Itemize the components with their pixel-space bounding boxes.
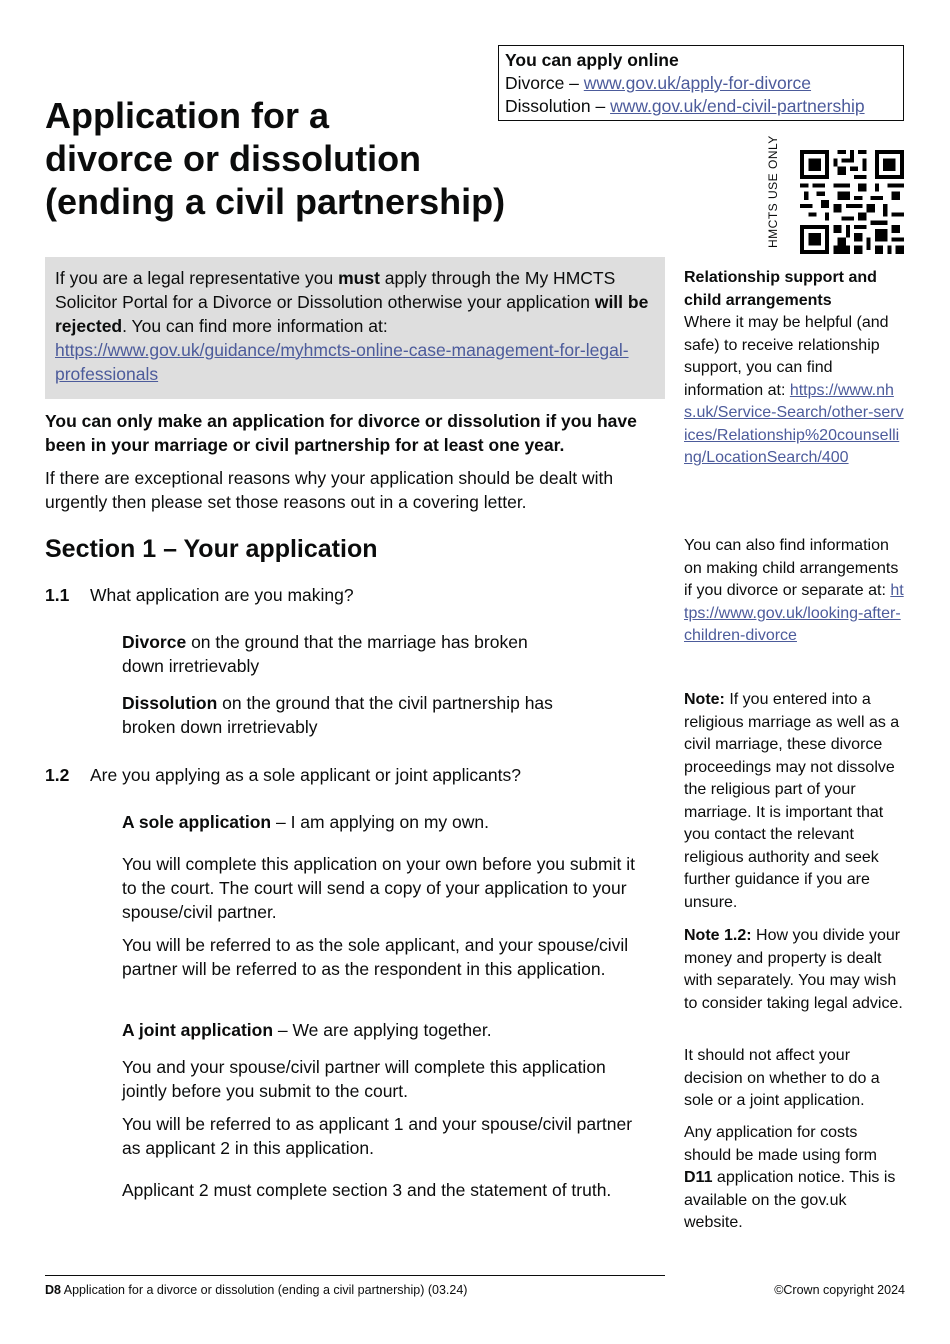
sole-application-reference: You will be referred to as the sole applicant, and your spouse/civil partner will be referred to as the respondent in this application. <box>122 935 629 979</box>
sidebar-costs-note: Any application for costs should be made using form D11 application notice. This is available on the gov.uk website. <box>684 1124 896 1231</box>
sole-application-description: You will complete this application on your own before you submit it to the court. The court will send a copy of your application to your spouse/civil partner. <box>122 854 635 922</box>
joint-application-applicant-2: Applicant 2 must complete section 3 and the statement of truth. <box>122 1180 612 1200</box>
option-dissolution[interactable]: Dissolution on the ground that the civil partnership has broken down irretrievably <box>122 693 553 737</box>
urgent-reasons-text: If there are exceptional reasons why your application should be dealt with urgently then please set those reasons out in a covering letter. <box>45 468 614 512</box>
myhmcts-guidance-link[interactable]: https://www.gov.uk/guidance/myhmcts-online-case-management-for-legal-professionals <box>55 340 629 384</box>
looking-after-children-link[interactable]: https://www.gov.uk/looking-after-children-divorce <box>684 582 904 644</box>
sidebar-relationship-heading: Relationship support and child arrangements <box>684 269 877 309</box>
title-line-3: (ending a civil partnership) <box>45 181 506 222</box>
nhs-relationship-counselling-link[interactable]: https://www.nhs.uk/Service-Search/other-services/Relationship%20counselling/LocationSearch/400 <box>684 381 904 466</box>
sidebar-child-arrangements: You can also find information on making child arrangements if you divorce or separate at: https://www.gov.uk/looking-after-children-divorce <box>684 537 904 644</box>
option-divorce[interactable]: Divorce on the ground that the marriage has broken down irretrievably <box>122 632 528 676</box>
section-1-heading: Section 1 – Your application <box>45 535 378 563</box>
option-joint-application[interactable]: A joint application – We are applying together. <box>122 1020 492 1040</box>
title-line-1: Application for a <box>45 95 330 136</box>
divorce-online-line: Divorce – www.gov.uk/apply-for-divorce <box>505 73 812 93</box>
option-sole-application[interactable]: A sole application – I am applying on my own. <box>122 812 489 832</box>
apply-online-heading: You can apply online <box>505 50 679 70</box>
end-civil-partnership-link[interactable]: www.gov.uk/end-civil-partnership <box>610 96 865 116</box>
footer-divider <box>45 1275 665 1276</box>
question-1-1-number: 1.1 <box>45 585 70 605</box>
sidebar-note-1-2: Note 1.2: How you divide your money and property is dealt with separately. You may wish to consider taking legal advice. <box>684 927 903 1012</box>
apply-for-divorce-link[interactable]: www.gov.uk/apply-for-divorce <box>583 73 812 93</box>
legal-representative-notice: If you are a legal representative you must apply through the My HMCTS Solicitor Portal for a Divorce or Dissolution otherwise your application will be rejected. You can find more information at: https://www.gov.uk/guidance/myhmcts-online-case-management-for-legal-professionals <box>45 257 665 399</box>
sidebar-decision-note: It should not affect your decision on whether to do a sole or a joint application. <box>684 1047 880 1109</box>
joint-application-reference: You will be referred to as applicant 1 and your spouse/civil partner as applicant 2 in this application. <box>122 1114 633 1158</box>
dissolution-online-line: Dissolution – www.gov.uk/end-civil-partnership <box>505 96 865 116</box>
sidebar-relationship-text: Where it may be helpful (and safe) to receive relationship support, you can find information at: https://www.nhs.uk/Service-Search/other-services/Relationship%20counselling/LocationSearch/400 <box>684 314 904 466</box>
joint-application-description: You and your spouse/civil partner will complete this application jointly before you submit to the court. <box>122 1057 606 1101</box>
hmcts-use-only-label: HMCTS USE ONLY <box>766 135 780 248</box>
qr-code <box>800 150 904 254</box>
title-line-2: divorce or dissolution <box>45 138 422 179</box>
footer-form-title: D8 Application for a divorce or dissolution (ending a civil partnership) (03.24) <box>45 1283 468 1297</box>
question-1-2-number: 1.2 <box>45 765 70 785</box>
sidebar-religious-note: Note: If you entered into a religious marriage as well as a civil marriage, these divorce proceedings may not dissolve the religious part of your marriage. It is important that you contact the relevant religious authority and seek further guidance if you are unsure. <box>684 691 900 911</box>
question-1-2-text: Are you applying as a sole applicant or joint applicants? <box>90 765 521 785</box>
page-title <box>45 94 605 223</box>
footer-copyright: ©Crown copyright 2024 <box>774 1283 905 1297</box>
question-1-1-text: What application are you making? <box>90 585 354 605</box>
one-year-requirement: You can only make an application for divorce or dissolution if you have been in your marriage or civil partnership for at least one year. <box>45 411 637 455</box>
